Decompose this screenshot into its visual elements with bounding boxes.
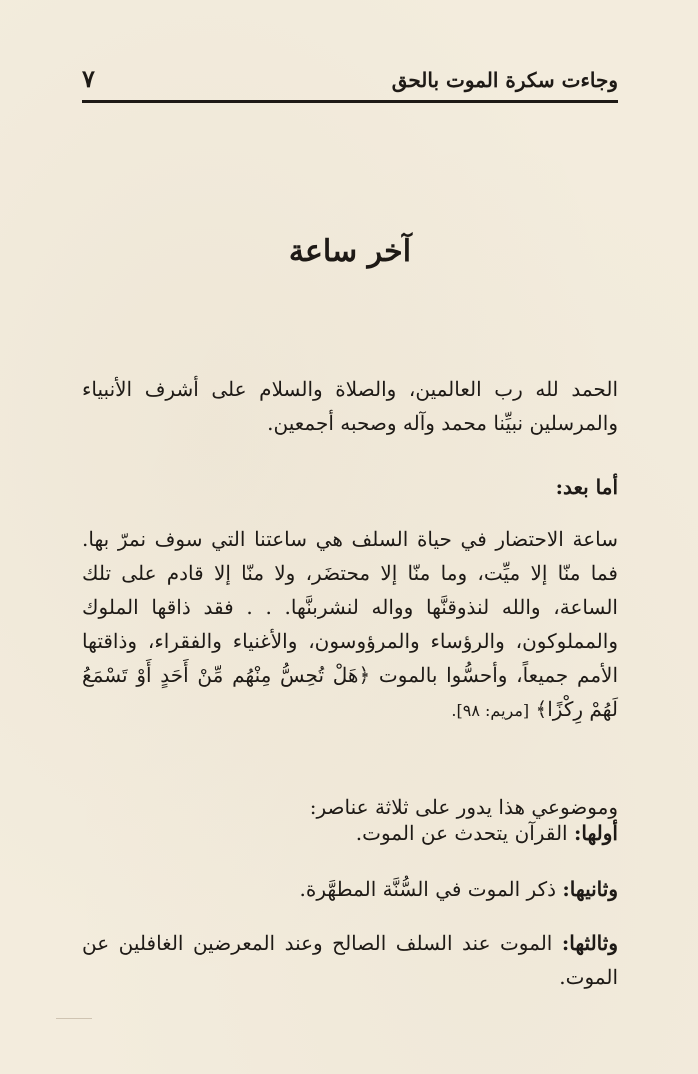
page-number: ٧ (82, 64, 95, 93)
opening-text: الحمد لله رب العالمين، والصلاة والسلام على أشرف الأنبياء والمرسلين نبيِّنا محمد وآله وصحبه أجمعين. (82, 377, 618, 435)
amma-bad-paragraph (82, 470, 618, 504)
second-element (82, 872, 618, 906)
chapter-title: آخر ساعة (288, 234, 412, 269)
second-label: وثانيها: (562, 877, 618, 901)
header-rule (82, 100, 618, 103)
running-title: وجاءت سكرة الموت بالحق (391, 68, 618, 92)
third-element (82, 926, 618, 994)
second-element-paragraph (82, 872, 618, 906)
amma-bad-text: أما بعد: (555, 475, 618, 499)
topic-intro-text: وموضوعي هذا يدور على ثلاثة عناصر: (309, 795, 618, 819)
third-label: وثالثها: (561, 931, 618, 955)
second-text: ذكر الموت في السُّنَّة المطهَّرة. (299, 877, 557, 901)
opening-paragraph (82, 372, 618, 440)
main-paragraph (82, 522, 618, 728)
main-text: ساعة الاحتضار في حياة السلف هي ساعتنا التي سوف نمرّ بها. فما منّا إلا ميِّت، وما منّا إلا محتضَر، ولا منّا إلا قادم على تلك الساعة، والله لنذوقنَّها وواله لنشربنَّها. . . فقد ذاقها الملوك والمملوكون، والرؤساء والمرؤوسون، والأغنياء والفقراء، وذاقتها الأمم جميعاً، وأحسُّوا بالموت (82, 527, 618, 687)
quran-reference: [مريم: ٩٨]. (451, 701, 530, 720)
first-label: أولها: (573, 821, 618, 845)
quran-verse: ﴿هَلْ تُحِسُّ مِنْهُم مِّنْ أَحَدٍ أَوْ تَسْمَعُ لَهُمْ رِكْزًا﴾ (82, 663, 618, 721)
page-header (82, 64, 618, 100)
main-paragraph-content (82, 522, 618, 728)
third-text: الموت عند السلف الصالح وعند المعرضين الغافلين عن الموت. (82, 931, 618, 989)
first-text: القرآن يتحدث عن الموت. (355, 821, 568, 845)
footer-mark (56, 1018, 92, 1019)
third-element-paragraph (82, 926, 618, 994)
first-element (82, 816, 618, 850)
first-element-paragraph (82, 816, 618, 850)
